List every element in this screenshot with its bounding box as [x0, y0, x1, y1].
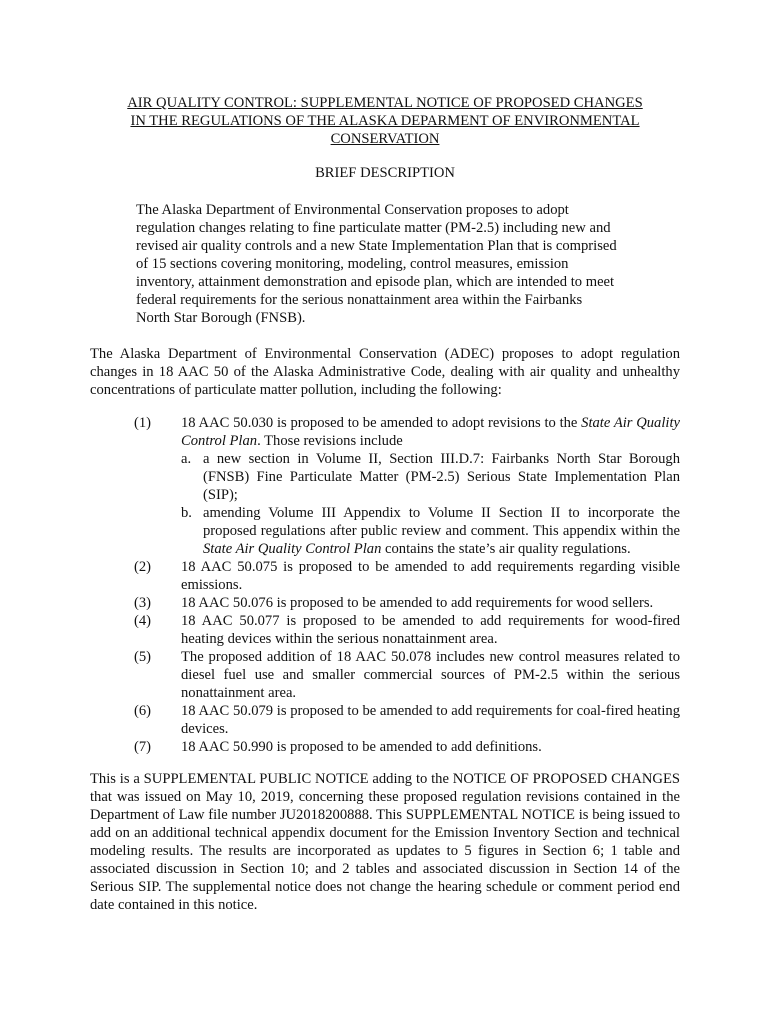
list-item — [90, 648, 680, 702]
item-text-part: . Those revisions include — [257, 433, 403, 449]
section-heading: BRIEF DESCRIPTION — [315, 165, 455, 181]
list-item-number: (6) — [134, 703, 152, 719]
list-item-text: 18 AAC 50.990 is proposed to be amended to add definitions. — [181, 739, 542, 755]
sub-item-text: contains the state’s air quality regulations. — [381, 541, 631, 557]
list-item-text — [181, 414, 680, 450]
plan-title-italic: State Air Quality Control Plan — [181, 415, 680, 449]
list-item-text: The proposed addition of 18 AAC 50.078 includes new control measures related to diesel fuel use and smaller commercial sources of PM-2.5 within the serious nonattainment area. — [181, 649, 680, 701]
summary-line: of 15 sections covering monitoring, modeling, control measures, emission — [136, 256, 569, 272]
list-item-number: (5) — [134, 649, 152, 665]
list-item-text: 18 AAC 50.075 is proposed to be amended to add requirements regarding visible emissions. — [181, 559, 680, 593]
title-line-3: CONSERVATION — [330, 131, 440, 147]
sub-list-item — [181, 450, 680, 504]
summary-line: revised air quality controls and a new State Implementation Plan that is comprised — [136, 238, 617, 254]
list-item-text: 18 AAC 50.077 is proposed to be amended to add requirements for wood-fired heating devices within the serious nonattainment area. — [181, 613, 680, 647]
summary-line: inventory, attainment demonstration and episode plan, which are intended to meet — [136, 274, 615, 290]
list-item-number: (7) — [134, 739, 152, 755]
list-item-number: (2) — [134, 559, 152, 575]
summary-line: federal requirements for the serious nonattainment area within the Fairbanks — [136, 292, 583, 308]
sub-item-letter: a. — [181, 451, 192, 467]
list-item — [90, 702, 680, 738]
summary-line: North Star Borough (FNSB). — [136, 310, 306, 326]
sub-item-text: amending Volume III Appendix to Volume II Section II to incorporate the proposed regulations after public review and comment. This appendix within the — [203, 505, 680, 539]
list-item — [90, 594, 680, 612]
sub-item-text: a new section in Volume II, Section III.D.7: Fairbanks North Star Borough (FNSB) Fine Particulate Matter (PM-2.5) Serious State Implementation Plan (SIP); — [203, 451, 680, 503]
title-line-1: AIR QUALITY CONTROL: SUPPLEMENTAL NOTICE OF PROPOSED CHANGES — [127, 95, 643, 111]
intro-paragraph: The Alaska Department of Environmental Conservation (ADEC) proposes to adopt regulation changes in 18 AAC 50 of the Alaska Administrative Code, dealing with air quality and unhealthy concentrations of particulate matter pollution, including the following: — [90, 346, 680, 398]
sub-item-letter: b. — [181, 505, 192, 521]
item-text-part: 18 AAC 50.030 is proposed to be amended to adopt revisions to the — [181, 415, 582, 431]
list-item — [90, 558, 680, 594]
list-item-number: (1) — [134, 415, 152, 431]
summary-line: The Alaska Department of Environmental Conservation proposes to adopt — [136, 202, 569, 218]
proposed-changes-list — [90, 414, 680, 756]
summary-line: regulation changes relating to fine particulate matter (PM-2.5) including new and — [136, 220, 611, 236]
plan-title-italic: State Air Quality Control Plan — [203, 541, 382, 557]
list-item-number: (3) — [134, 595, 152, 611]
list-item — [90, 414, 680, 558]
brief-description-summary — [136, 201, 646, 327]
closing-paragraph: This is a SUPPLEMENTAL PUBLIC NOTICE adding to the NOTICE OF PROPOSED CHANGES that was issued on May 10, 2019, concerning these proposed regulation revisions contained in the Department of Law file number JU2018200888. This SUPPLEMENTAL NOTICE is being issued to add on an additional technical appendix document for the Emission Inventory Section and technical modeling results. The results are incorporated as updates to 5 figures in Section 6; 1 table and associated discussion in Section 10; and 2 tables and associated discussion in Section 14 of the Serious SIP. The supplemental notice does not change the hearing schedule or comment period end date contained in this notice. — [90, 771, 680, 913]
title-line-2: IN THE REGULATIONS OF THE ALASKA DEPARMENT OF ENVIRONMENTAL — [130, 113, 640, 129]
document-title — [90, 94, 680, 148]
list-item-text: 18 AAC 50.076 is proposed to be amended to add requirements for wood sellers. — [181, 595, 654, 611]
list-item-text: 18 AAC 50.079 is proposed to be amended to add requirements for coal-fired heating devices. — [181, 703, 680, 737]
list-item-number: (4) — [134, 613, 152, 629]
list-item — [90, 612, 680, 648]
list-item — [90, 738, 680, 756]
sub-list-item — [181, 504, 680, 558]
